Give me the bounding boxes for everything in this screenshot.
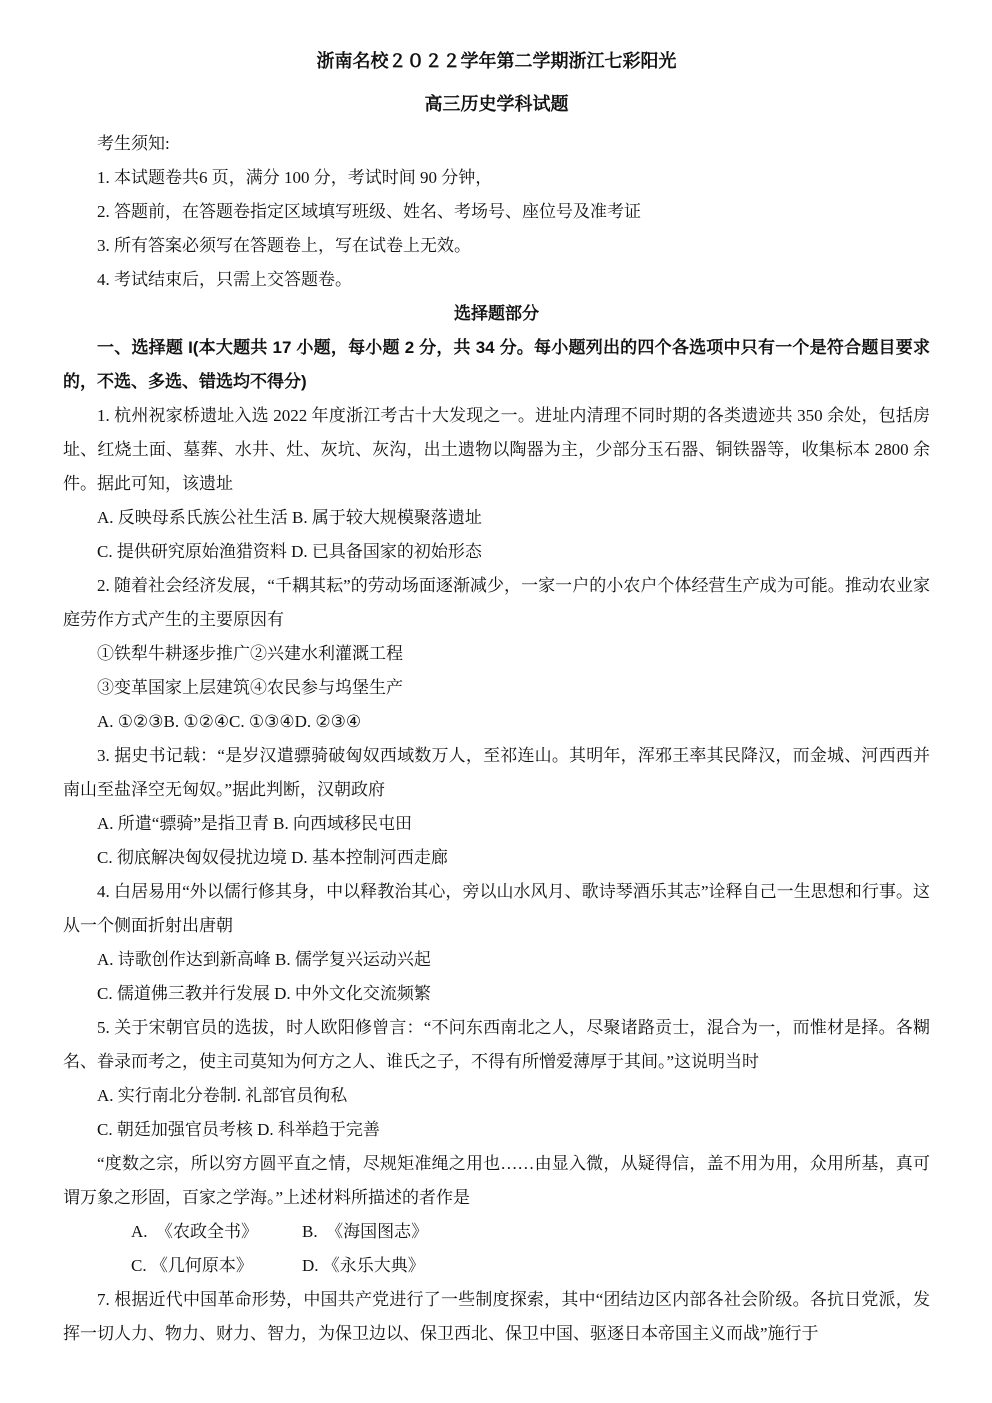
- section-heading: 选择题部分: [454, 304, 539, 323]
- option-line: C. 儒道佛三教并行发展 D. 中外文化交流频繁: [97, 984, 431, 1003]
- question-3: [63, 739, 930, 875]
- option-line: A. ①②③B. ①②④C. ①③④D. ②③④: [97, 712, 362, 731]
- question-1: [63, 399, 930, 569]
- section-intro: 一、选择题 I(本大题共 17 小题，每小题 2 分，共 34 分。每小题列出的四个各选项中只有一个是符合题目要求的，不选、多选、错选均不得分): [63, 338, 930, 391]
- page-title: 浙南名校２０２２学年第二学期浙江七彩阳光: [316, 51, 677, 71]
- option-row: [63, 1249, 930, 1283]
- page-subtitle: 高三历史学科试题: [424, 94, 569, 114]
- statement-line: ③变革国家上层建筑④农民参与坞堡生产: [97, 678, 403, 697]
- notice-item: 1. 本试题卷共6 页，满分 100 分，考试时间 90 分钟，: [97, 168, 493, 187]
- statement-line: ①铁犁牛耕逐步推广②兴建水利灌溉工程: [97, 644, 403, 663]
- option-line: A. 实行南北分卷制. 礼部官员徇私: [97, 1086, 348, 1105]
- option-row: [63, 1215, 930, 1249]
- option-line: C. 提供研究原始渔猎资料 D. 已具备国家的初始形态: [97, 542, 482, 561]
- option-cell: D. 《永乐大典》: [302, 1256, 425, 1275]
- option-line: A. 所遣“骠骑”是指卫青 B. 向西域移民屯田: [97, 814, 412, 833]
- option-cell: C. 《几何原本》: [131, 1256, 253, 1275]
- option-cell: B. 《海国图志》: [302, 1222, 429, 1241]
- option-line: A. 诗歌创作达到新高峰 B. 儒学复兴运动兴起: [97, 950, 431, 969]
- notice-block: [63, 127, 930, 297]
- question-stem: 3. 据史书记载：“是岁汉遣骠骑破匈奴西域数万人，至祁连山。其明年，浑邪王率其民降汉，而金城、河西西并南山至盐泽空无匈奴。”据此判断，汉朝政府: [63, 746, 930, 799]
- question-6: [63, 1147, 930, 1283]
- notice-item: 4. 考试结束后，只需上交答题卷。: [97, 270, 352, 289]
- option-cell: A. 《农政全书》: [131, 1222, 259, 1241]
- question-stem: 7. 根据近代中国革命形势，中国共产党进行了一些制度探索，其中“团结边区内部各社会阶级。各抗日党派，发挥一切人力、物力、财力、智力，为保卫边以、保卫西北、保卫中国、驱逐日本帝国主义而战”施行于: [63, 1290, 930, 1343]
- question-stem: 5. 关于宋朝官员的选拔，时人欧阳修曾言：“不问东西南北之人，尽聚诸路贡士，混合为一，而惟材是择。各糊名、眷录而考之，使主司莫知为何方之人、谁氏之子，不得有所憎爱薄厚于其间。”这说明当时: [63, 1018, 930, 1071]
- notice-heading: 考生须知:: [97, 134, 170, 153]
- option-line: C. 朝廷加强官员考核 D. 科举趋于完善: [97, 1120, 380, 1139]
- question-stem: 1. 杭州祝家桥遗址入选 2022 年度浙江考古十大发现之一。进址内清理不同时期的各类遗迹共 350 余处，包括房址、红烧土面、墓葬、水井、灶、灰坑、灰沟，出土遗物以陶器为主，少部分玉石器、铜铁器等，收集标本 2800 余件。据此可知，该遗址: [63, 406, 930, 493]
- question-7: [63, 1283, 930, 1351]
- option-line: A. 反映母系氏族公社生活 B. 属于较大规模聚落遗址: [97, 508, 482, 527]
- notice-item: 2. 答题前，在答题卷指定区域填写班级、姓名、考场号、座位号及准考证: [97, 202, 641, 221]
- option-line: C. 彻底解决匈奴侵扰边境 D. 基本控制河西走廊: [97, 848, 448, 867]
- question-stem: 2. 随着社会经济发展，“千耦其耘”的劳动场面逐渐减少，一家一户的小农户个体经营生产成为可能。推动农业家庭劳作方式产生的主要原因有: [63, 576, 930, 629]
- question-stem: 4. 白居易用“外以儒行修其身，中以释教治其心，旁以山水风月、歌诗琴酒乐其志”诠释自己一生思想和行事。这从一个侧面折射出唐朝: [63, 882, 930, 935]
- question-stem: “度数之宗，所以穷方圆平直之情，尽规矩准绳之用也……由显入微，从疑得信，盖不用为用，众用所基，真可谓万象之形固，百家之学海。”上述材料所描述的者作是: [63, 1154, 930, 1207]
- question-5: [63, 1011, 930, 1147]
- notice-item: 3. 所有答案必须写在答题卷上，写在试卷上无效。: [97, 236, 471, 255]
- question-4: [63, 875, 930, 1011]
- question-2: [63, 569, 930, 739]
